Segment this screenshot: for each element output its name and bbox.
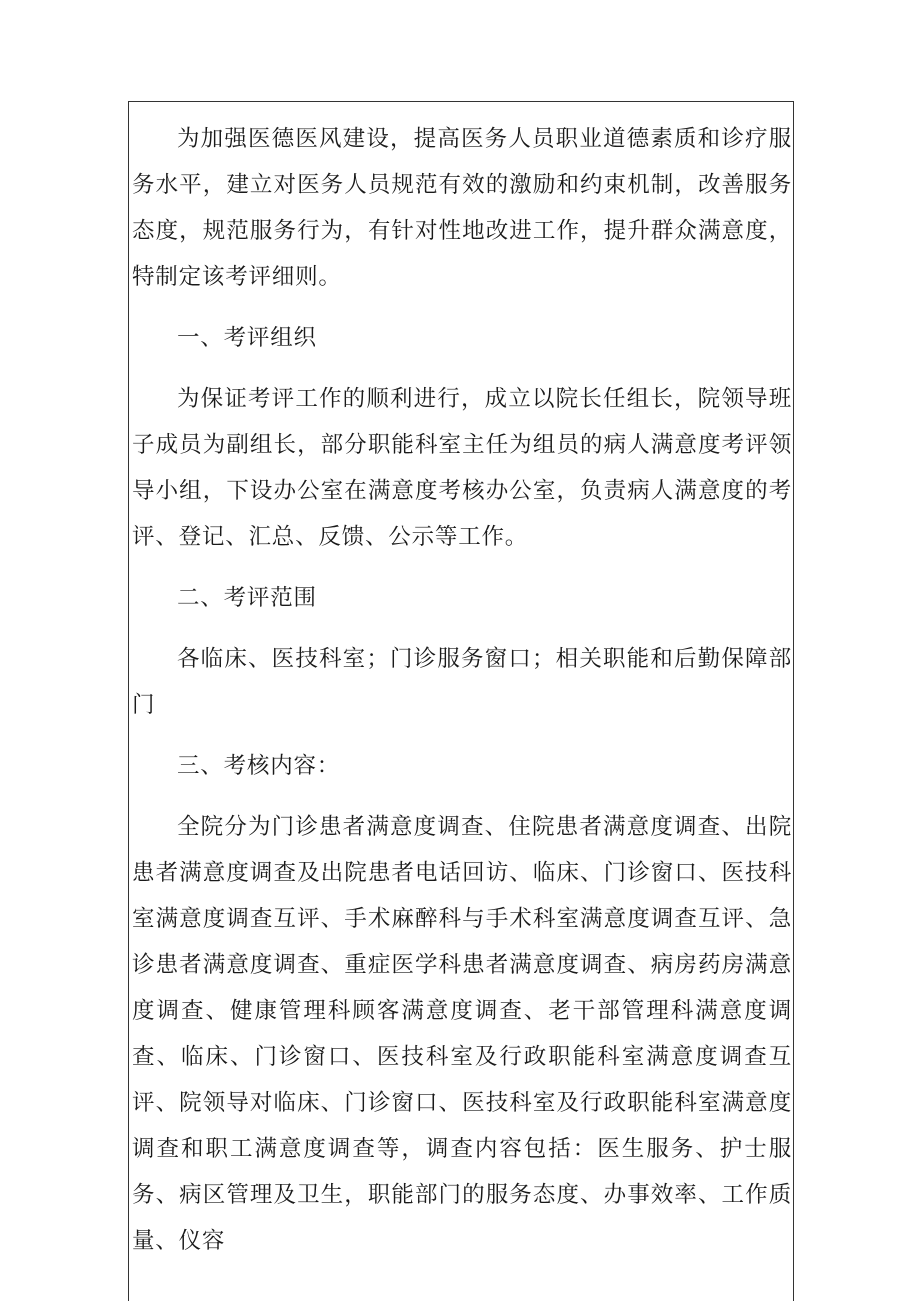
section1-heading: 一、考评组织 [177,325,317,351]
section3-body: 全院分为门诊患者满意度调查、住院患者满意度调查、出院患者满意度调查及出院患者电话回访、临床、门诊窗口、医技科室满意度调查互评、手术麻醉科与手术科室满意度调查互评、急诊患者满意度调查、重症医学科患者满意度调查、病房药房满意度调查、健康管理科顾客满意度调查、老干部管理科满意度调查、临床、门诊窗口、医技科室及行政职能科室满意度调查互评、院领导对临床、门诊窗口、医技科室及行政职能科室满意度调查和职工满意度调查等，调查内容包括：医生服务、护士服务、病区管理及卫生，职能部门的服务态度、办事效率、工作质量、仪容 [132,814,792,1254]
spacer [132,728,792,743]
section1-body: 为保证考评工作的顺利进行，成立以院长任组长，院领导班子成员为副组长，部分职能科室主任为组员的病人满意度考评领导小组，下设办公室在满意度考核办公室，负责病人满意度的考评、登记、汇总、反馈、公示等工作。 [132,386,792,550]
spacer [132,789,792,804]
spacer [132,300,792,315]
section2-heading: 二、考评范围 [177,585,317,611]
document-frame [128,101,794,1301]
document-content [132,116,792,1264]
spacer [132,361,792,376]
section2-body: 各临床、医技科室；门诊服务窗口；相关职能和后勤保障部门 [132,646,792,718]
spacer [132,560,792,575]
section3-heading: 三、考核内容： [177,753,341,779]
spacer [132,621,792,636]
intro-paragraph: 为加强医德医风建设，提高医务人员职业道德素质和诊疗服务水平，建立对医务人员规范有效的激励和约束机制，改善服务态度，规范服务行为，有针对性地改进工作，提升群众满意度，特制定该考评细则。 [132,126,792,290]
